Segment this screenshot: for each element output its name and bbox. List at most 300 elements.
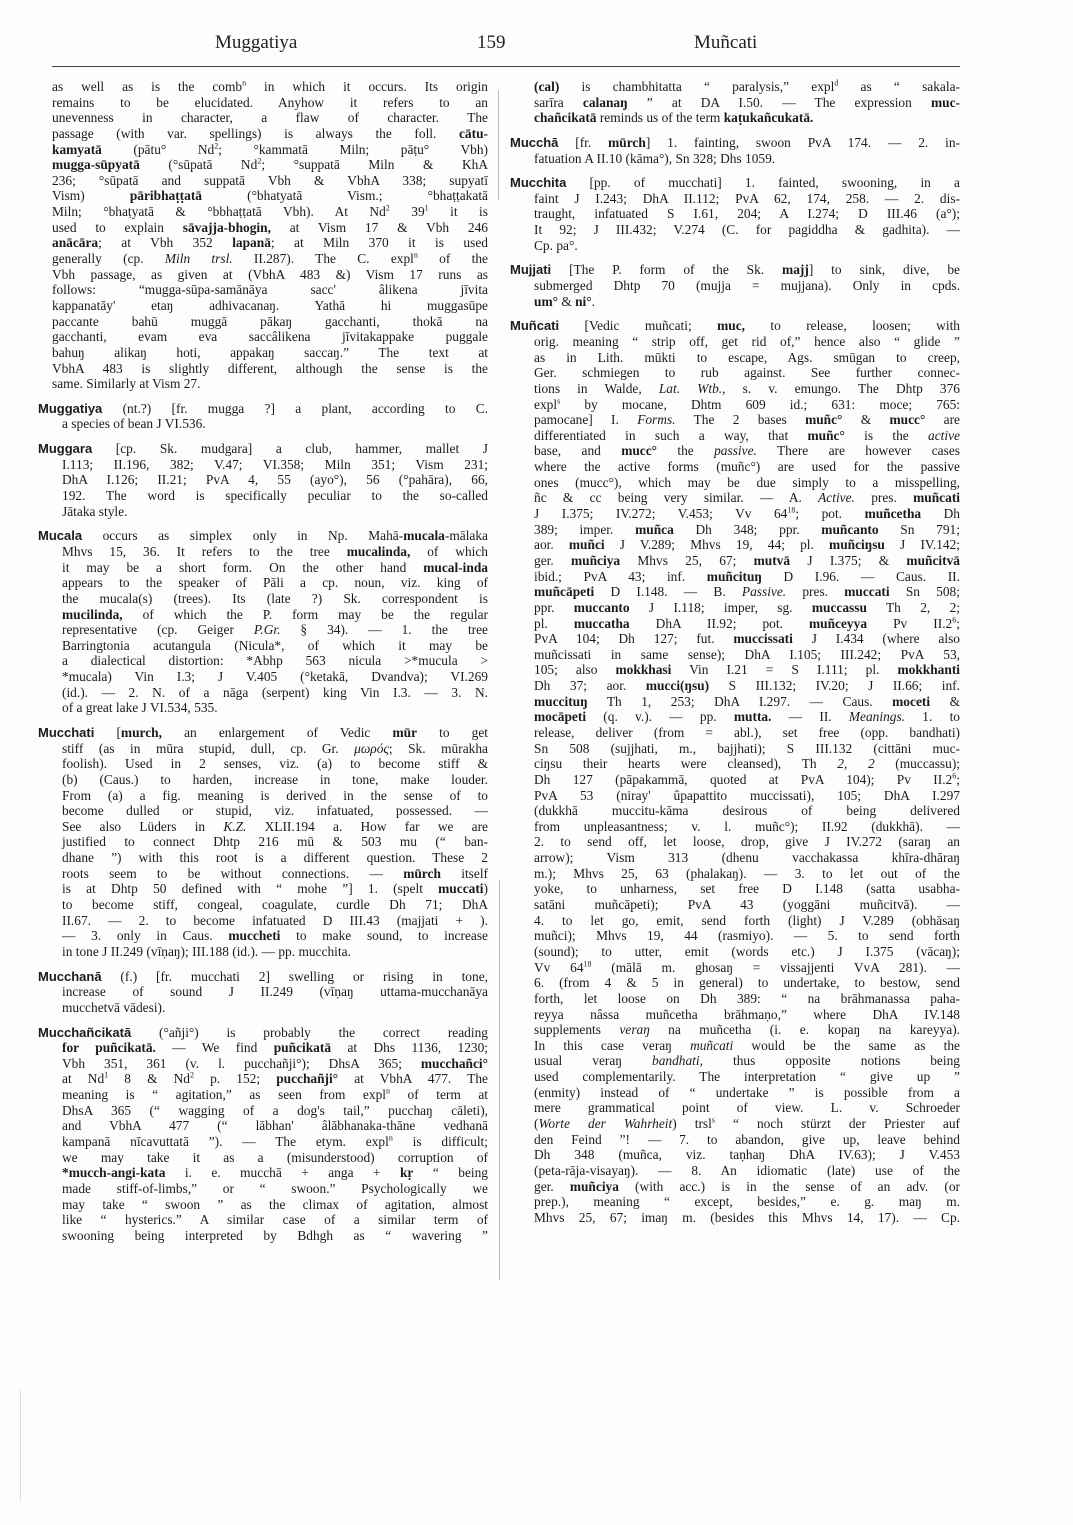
- bold-term: mucala: [403, 528, 445, 544]
- text-run: [Vedic muñcati;: [559, 318, 718, 334]
- text-line: [524, 975, 960, 991]
- entry-gap: [52, 519, 488, 528]
- text-line: [524, 1147, 960, 1163]
- text-run: paccante bahū muggā pākaŋ gacchanti, thokā na: [52, 313, 488, 329]
- text-run: at VbhA 477. The: [338, 1071, 488, 1087]
- page-number: 159: [477, 32, 506, 53]
- text-run: submerged Dhtp 70 (mujja = mujjana). Only in cpds.: [534, 278, 960, 294]
- bold-term: mokkhasi: [615, 662, 672, 678]
- text-run: ciŋsu their hearts were cleansed), Th: [534, 756, 838, 772]
- text-run: na muñcetha (i. e. kopaŋ na kareyya).: [649, 1022, 961, 1038]
- text-run: ñc & cc being very similar. — A.: [534, 490, 819, 506]
- text-run: Vism): [52, 188, 130, 204]
- text-line: [524, 1210, 960, 1226]
- text-run: 1. to: [905, 709, 960, 725]
- text-line: [52, 345, 488, 361]
- italic-term: Worte der Wahrheit: [538, 1116, 673, 1131]
- text-run: 389; imper.: [534, 521, 636, 537]
- entry-headline: [38, 401, 488, 417]
- italic-term: μωρός: [354, 740, 389, 756]
- text-run: pres.: [854, 490, 914, 506]
- text-line: [52, 669, 488, 685]
- text-run: DhsA 365 (“ wagging of a dog's tail,” pucchaŋ cāleti),: [62, 1102, 488, 1118]
- text-line: [524, 1116, 960, 1132]
- text-run: in which it occurs. Its origin: [246, 79, 488, 94]
- text-line: [524, 662, 960, 678]
- bold-term: mūrch: [608, 134, 646, 150]
- text-line: [524, 522, 960, 538]
- text-line: [524, 803, 960, 819]
- italic-term: veraŋ: [619, 1022, 650, 1038]
- text-line: [52, 544, 488, 560]
- text-line: [524, 678, 960, 694]
- text-line: [52, 700, 488, 716]
- text-run: is at Dhtp 50 defined with “ mohe ”] 1. (spelt: [62, 881, 439, 897]
- text-run: ] to sink, dive, be: [808, 262, 960, 278]
- italic-term: Meanings.: [848, 709, 906, 725]
- text-run: PvA 53 (niray' ûpapattito muccissati), 105; DhA I.297: [534, 787, 960, 803]
- text-run: of a great lake J VI.534, 535.: [62, 700, 218, 716]
- bold-term: ni°: [575, 293, 592, 309]
- entry-headline: [38, 969, 488, 985]
- text-line: [524, 1053, 960, 1069]
- bold-term: *mucch-angi-kata: [62, 1165, 166, 1181]
- entry-gap: [524, 309, 960, 318]
- column-gutter-mark: [498, 90, 499, 200]
- bold-term: muñcituŋ: [706, 568, 762, 584]
- text-line: [52, 1040, 488, 1056]
- text-run: 236; °sūpatā and suppatā Vbh & VbhA 338; supyatī: [52, 172, 488, 188]
- text-run: J I.375; &: [790, 552, 907, 568]
- text-line: [524, 443, 960, 459]
- text-line: [52, 235, 488, 251]
- entry-gap: [52, 392, 488, 401]
- text-line: [524, 897, 960, 913]
- text-line: [524, 866, 960, 882]
- text-run: reminds us of the term: [596, 110, 724, 126]
- text-run: expl: [534, 396, 558, 412]
- text-run: (nt.?) [fr. mugga ?] a plant, according to C.: [102, 400, 488, 416]
- text-run: (id.). — 2. N. of a nāga (serpent) king Vin I.3. — 3. N.: [62, 684, 488, 700]
- bold-term: muñciŋsu: [829, 537, 885, 553]
- text-run: D I.96. — Caus. II.: [761, 568, 960, 584]
- text-line: [52, 897, 488, 913]
- text-line: [52, 1118, 488, 1134]
- text-run: ;: [956, 771, 960, 787]
- text-run: (: [534, 1116, 539, 1131]
- text-line: [52, 575, 488, 591]
- text-run: Sn 791;: [878, 521, 960, 537]
- text-line: [524, 631, 960, 647]
- text-run: (°sūpatā Nd: [139, 157, 258, 173]
- text-run: as well as is the comb: [52, 79, 243, 94]
- text-line: [524, 1038, 960, 1054]
- text-run: ones (mucc°), which may be due simply to a misspelling,: [534, 474, 960, 490]
- text-run: of which the P. form may be the regular: [122, 606, 488, 622]
- text-line: [524, 1022, 960, 1038]
- text-line: [524, 913, 960, 929]
- right-column: [510, 78, 961, 1225]
- entry-headline: [510, 262, 960, 278]
- superscript: 6: [952, 771, 957, 781]
- text-line: [524, 428, 960, 444]
- text-run: traught, infatuated S I.61, 204; A I.274; D III.46 (a°);: [534, 206, 960, 222]
- text-run: it is: [428, 204, 488, 220]
- text-run: from unpleasantness; v. l. muñc°); II.92 (dukkhā). —: [534, 818, 960, 834]
- text-line: [524, 95, 960, 111]
- text-line: [52, 376, 488, 392]
- text-run: &: [930, 693, 960, 709]
- bold-term: mucc°: [889, 412, 926, 428]
- right-guide-word: Muñcati: [694, 32, 758, 53]
- text-line: [524, 506, 960, 522]
- text-run: Mhvs 25, 67;: [620, 552, 754, 568]
- text-run: (muccassu);: [874, 756, 961, 772]
- bold-term: mokkhanti: [897, 662, 960, 678]
- bold-term: muc-: [930, 94, 960, 110]
- superscript: s: [711, 1115, 715, 1125]
- text-run: &: [842, 412, 890, 428]
- italic-term: Active.: [818, 490, 855, 506]
- text-line: [524, 553, 960, 569]
- entry-gap: [524, 253, 960, 262]
- text-line: [524, 294, 960, 310]
- text-line: [524, 537, 960, 553]
- bold-term: muccati: [844, 584, 890, 600]
- text-line: [52, 298, 488, 314]
- text-line: [524, 206, 960, 222]
- bold-term: muñceyya: [809, 615, 868, 631]
- bold-term: muccati: [438, 881, 484, 897]
- text-line: [524, 1179, 960, 1195]
- headword: Mucchañcikatā: [38, 1024, 132, 1040]
- bold-term: moceti: [892, 693, 931, 709]
- text-run: “ being: [413, 1165, 488, 1181]
- bold-term: sāvajja-bhogin,: [182, 219, 271, 235]
- text-run: Ger. schmiegen to rub against. See further connec-: [534, 365, 960, 381]
- text-line: [524, 79, 960, 95]
- text-run: Mhvs 25, 67; imaŋ m. (besides this Mhvs 14, 17). — Cp.: [534, 1209, 960, 1225]
- page-edge-mark: [20, 1390, 21, 1500]
- text-run: ; °kammatā Miln; pāṭu° Vbh): [218, 141, 488, 157]
- text-run: ) trsl: [672, 1116, 712, 1131]
- text-run: arrow); Vism 313 (dhenu vacchakassa khīra-dhāraŋ: [534, 850, 960, 866]
- text-run: [cp. Sk. mudgara] a club, hammer, mallet J: [92, 441, 488, 457]
- left-guide-word: Muggatiya: [215, 32, 298, 53]
- text-run: (pātu° Nd: [101, 141, 215, 157]
- bold-term: chañcikatā: [534, 110, 597, 126]
- text-run: Dh 37; aor.: [534, 678, 646, 694]
- text-run: (peta-rāja-visayaŋ). — 8. An idiomatic (late) use of the: [534, 1162, 960, 1178]
- text-run: Dh 348; ppr.: [673, 521, 822, 537]
- text-run: (q. v.). — pp.: [586, 709, 734, 725]
- italic-term: active: [928, 427, 960, 443]
- text-run: S III.132; IV.20; J II.66; inf.: [709, 678, 960, 694]
- column-gutter-mark: [499, 880, 500, 1280]
- text-run: Vv 64: [534, 959, 584, 975]
- bold-term: pucchañji°: [276, 1071, 339, 1087]
- bold-term: muñcāpeti: [534, 584, 595, 600]
- text-line: [524, 1069, 960, 1085]
- text-run: like “ hysterics.” A similar case of a similar term of: [62, 1212, 488, 1228]
- text-run: i. e. mucchā + anga +: [165, 1165, 400, 1181]
- text-line: [52, 1228, 488, 1244]
- text-run: as “ sakala-: [838, 79, 961, 94]
- text-run: [fr.: [558, 134, 609, 150]
- text-run: at Vism 17 & Vbh 246: [270, 219, 488, 235]
- bold-term: pāribhaṭṭatā: [129, 188, 202, 204]
- text-run: ; °suppatā Miln & KhA: [261, 157, 488, 173]
- text-run: Th 2, 2;: [866, 599, 960, 615]
- left-column: [38, 78, 489, 1243]
- bold-term: muccissati: [733, 631, 793, 647]
- bold-term: calanaŋ: [582, 94, 628, 110]
- text-line: [52, 488, 488, 504]
- text-line: [52, 1071, 488, 1087]
- text-line: [52, 788, 488, 804]
- headword: Mucchā: [510, 134, 559, 150]
- bold-term: mocāpeti: [534, 709, 587, 725]
- text-run: become dulled or stupid, viz. infatuated, possessed. —: [62, 803, 488, 819]
- italic-term: bandhati,: [652, 1053, 703, 1069]
- text-line: [52, 944, 488, 960]
- superscript: 2: [385, 203, 390, 213]
- text-run: kappanatāy' etaŋ adhivacanaŋ. Yathā hi muggasūpe: [52, 297, 488, 313]
- text-run: It 92; J III.432; V.274 (C. for pagiddha & gadhita). —: [534, 222, 960, 238]
- text-run: unevenness in character, a flaw of character. The: [52, 110, 488, 126]
- text-run: is difficult;: [392, 1134, 488, 1149]
- text-run: passage (with var. spellings) is always the foll.: [52, 125, 459, 141]
- entry-gap: [52, 1016, 488, 1025]
- text-run: mere grammatical point of view. L. v. Schroeder: [534, 1100, 960, 1116]
- text-run: 192. The word is specifically peculiar to the so-called: [62, 488, 488, 504]
- text-run: kampanā nīcavuttatā ”). — The etym. expl: [62, 1134, 389, 1149]
- text-line: [52, 1197, 488, 1213]
- text-run: by mocane, Dhtm 609 id.; 631: moce; 765:: [560, 396, 960, 412]
- text-line: [524, 222, 960, 238]
- text-line: [524, 944, 960, 960]
- superscript: 1: [424, 203, 429, 213]
- text-run: ] 1. fainting, swoon PvA 174. — 2. in-: [645, 134, 960, 150]
- entry-gap: [52, 960, 488, 969]
- text-run: *mucala) Vin I.3; J V.405 (°ketakā, Dvandva); VI.269: [62, 669, 488, 685]
- text-run: yoke, to unharness, set free D I.148 (satta usabha-: [534, 881, 960, 897]
- text-line: [52, 984, 488, 1000]
- text-run: Sn 508;: [889, 584, 960, 600]
- bold-term: mūr: [392, 724, 418, 740]
- text-run: (sound); to utter, emit (words etc.) J I.375 (vācaŋ);: [534, 943, 960, 959]
- bold-term: kamyatā: [52, 141, 102, 157]
- text-line: [52, 220, 488, 236]
- bold-term: muñciya: [571, 552, 621, 568]
- superscript: 18: [787, 505, 796, 515]
- text-line: [52, 850, 488, 866]
- text-run: (b) (Caus.) to harden, increase in tone, make louder.: [62, 771, 488, 787]
- text-line: [524, 490, 960, 506]
- text-run: faint J I.243; DhA II.112; PvA 62, 174, 258. — 2. dis-: [534, 190, 960, 206]
- superscript: n: [385, 1086, 390, 1096]
- text-run: [pp. of mucchati] 1. fainted, swooning, in a: [566, 175, 960, 191]
- text-line: [52, 457, 488, 473]
- bold-term: mūrch: [403, 865, 441, 881]
- text-line: [524, 647, 960, 663]
- italic-term: P.Gr.: [253, 622, 281, 638]
- text-line: [52, 157, 488, 173]
- text-run: generally (cp.: [52, 251, 165, 267]
- superscript: 2: [257, 156, 262, 166]
- text-run: Vbh passage, as given at (VbhA 483 &) Vism 17 runs as: [52, 266, 488, 282]
- text-run: From (a) a fig. meaning is derived in the sense of to: [62, 787, 488, 803]
- text-run: foolish). Used in 2 senses, viz. (a) to become stiff &: [62, 756, 488, 772]
- text-run: a dialectical distortion: *Abhp 563 nicula >*mucula >: [62, 653, 488, 669]
- headword: Mucchanā: [38, 968, 102, 984]
- text-line: [524, 278, 960, 294]
- text-run: pl.: [534, 615, 574, 631]
- text-run: to get: [417, 724, 488, 740]
- text-line: [524, 412, 960, 428]
- bold-term: muñca: [635, 521, 674, 537]
- text-line: [52, 866, 488, 882]
- text-run: p. 152;: [193, 1071, 277, 1087]
- text-run: remains to be elucidated. Anyhow it refers to an: [52, 94, 488, 110]
- text-run: to make sound, to increase: [280, 928, 488, 944]
- text-line: [524, 928, 960, 944]
- text-run: at Dhs 1136, 1230;: [331, 1040, 489, 1056]
- text-run: (°añji°) is probably the correct reading: [131, 1024, 488, 1040]
- bold-term: majj: [782, 262, 809, 278]
- entry-headline: [510, 135, 960, 151]
- text-run: would be the same as the: [733, 1037, 960, 1053]
- italic-term: Passive.: [741, 584, 787, 600]
- text-run: The 2 bases: [675, 412, 806, 428]
- text-run: VbhA 483 is slightly different, although the sense is the: [52, 360, 488, 376]
- italic-term: Miln trsl.: [164, 251, 233, 267]
- text-run: mucchetvā vādesi).: [62, 999, 166, 1015]
- text-line: [52, 267, 488, 283]
- text-run: pamocane] I.: [534, 412, 638, 428]
- bold-term: muccassu: [811, 599, 867, 615]
- text-run: used to explain: [52, 219, 183, 235]
- text-run: roots seem to be without connections. —: [62, 865, 404, 881]
- text-line: [52, 881, 488, 897]
- text-run: orig. meaning “ strip off, get rid of,” hence also “ glide ”: [534, 333, 960, 349]
- text-run: the: [657, 443, 715, 459]
- entry-headline: [38, 441, 488, 457]
- text-run: used complementarily. The interpretation “ give up ”: [534, 1069, 960, 1085]
- text-line: [524, 1132, 960, 1148]
- text-line: [524, 334, 960, 350]
- text-line: [524, 756, 960, 772]
- text-run: occurs as simplex only in Np. Mahā-: [82, 528, 404, 544]
- text-run: Mhvs 15, 36. It refers to the tree: [62, 543, 347, 559]
- bold-term: mutta.: [733, 709, 772, 725]
- text-line: [52, 560, 488, 576]
- text-run: bahuŋ alikaŋ hoti, appakaŋ saccaŋ.” The text at: [52, 344, 488, 360]
- text-line: [52, 173, 488, 189]
- text-run: DhA II.92; pot.: [629, 615, 809, 631]
- entry-gap: [52, 716, 488, 725]
- text-run: prep.), meaning “ except, besides,” e. g. maŋ m.: [534, 1194, 960, 1210]
- text-run: differentiated in such a way, that: [534, 427, 808, 443]
- text-line: [52, 819, 488, 835]
- text-run: made stiff-of-limbs,” or “ swoon.” Psychologically we: [62, 1180, 488, 1196]
- text-line: [524, 350, 960, 366]
- text-run: II.287). The C. expl: [232, 251, 414, 267]
- text-line: [52, 472, 488, 488]
- bold-term: muccanto: [573, 599, 630, 615]
- bold-term: mucilinda,: [62, 606, 123, 622]
- bold-term: mucal-inda: [423, 559, 488, 575]
- text-run: (dukkhā muccitu-kāma desirous of being delivered: [534, 803, 960, 819]
- text-line: [524, 960, 960, 976]
- text-line: [524, 191, 960, 207]
- bold-term: for puñcikatā.: [62, 1040, 156, 1056]
- text-run: in tone J II.249 (vīṇaŋ); III.188 (id.). — pp. mucchita.: [62, 943, 351, 959]
- text-run: Vin I.21 = S I.111; pl.: [671, 662, 898, 678]
- text-run: and VbhA 477 (“ lābhan' âlābhanaka-thāne vedhanā: [62, 1118, 488, 1134]
- text-run: to become stiff, congeal, coagulate, curdle Dh 71; DhA: [62, 897, 488, 913]
- text-run: Barringtonia acutangula (Nicula*, of which it may be: [62, 637, 488, 653]
- text-run: Cp. pa°.: [534, 237, 578, 253]
- text-line: [524, 381, 960, 397]
- text-run: § 34). — 1. the tree: [280, 622, 489, 638]
- italic-term: 2, 2: [837, 756, 875, 772]
- text-line: [524, 365, 960, 381]
- bold-term: puñcikatā: [273, 1040, 332, 1056]
- text-run: justified to connect Dhtp 216 mū & 503 mu (“ ban-: [62, 834, 488, 850]
- text-line: [52, 1087, 488, 1103]
- text-line: [52, 361, 488, 377]
- text-run: 6. (from 4 & 5 in general) to undertake, to bestow, send: [534, 975, 960, 991]
- text-run: dhane ”) with this root is a different question. These 2: [62, 850, 488, 866]
- text-run: reyya nâssa muñcetha brāhmaṇo,” where DhA IV.148: [534, 1006, 960, 1022]
- text-run: m.); Mhvs 25, 63 (phalakaŋ). — 3. to let out of the: [534, 865, 960, 881]
- text-run: Jātaka style.: [62, 503, 128, 519]
- italic-term: Lat. Wtb.,: [658, 380, 726, 396]
- text-run: Sn 508 (sujjhati, m., bajjhati); S III.132 (cittāni muc-: [534, 740, 960, 756]
- text-run: meaning is “ agitation,” as seen from expl: [62, 1087, 386, 1103]
- entry-headline: [38, 1025, 488, 1041]
- text-line: [52, 772, 488, 788]
- entry-headline: [38, 725, 488, 741]
- text-line: [52, 1165, 488, 1181]
- text-line: [524, 772, 960, 788]
- text-line: [52, 607, 488, 623]
- text-line: [52, 1212, 488, 1228]
- bold-term: muñc°: [805, 412, 843, 428]
- superscript: 6: [952, 615, 957, 625]
- text-run: (with acc.) is in the sense of an adv. (or: [618, 1178, 960, 1194]
- text-run: — 3. only in Caus.: [62, 928, 229, 944]
- bold-term: kṛ: [399, 1165, 414, 1181]
- bold-term: lapanā: [232, 235, 271, 251]
- text-run: Vbh 351, 361 (v. l. pucchañji°); DhsA 365;: [62, 1055, 421, 1071]
- headword: Mucchati: [38, 724, 95, 740]
- headword: Muggara: [38, 441, 93, 457]
- text-run: II.67. — 2. to become infatuated D III.43 (majjati + ).: [62, 912, 488, 928]
- text-run: ; Sk. mūrakha: [388, 740, 488, 756]
- text-line: [524, 459, 960, 475]
- text-run: -mālaka: [444, 528, 488, 544]
- text-run: is chambhitatta “ paralysis,” expl: [559, 79, 835, 94]
- text-run: of which: [410, 543, 488, 559]
- text-line: [524, 475, 960, 491]
- bold-term: muccatha: [573, 615, 630, 631]
- bold-term: muñcati: [913, 490, 960, 506]
- text-run: “ noch stürzt der Priester auf: [714, 1116, 960, 1131]
- text-line: [524, 1007, 960, 1023]
- text-run: muñci); Mhvs 19, 44 (rasmiyo). — 5. to send forth: [534, 928, 960, 944]
